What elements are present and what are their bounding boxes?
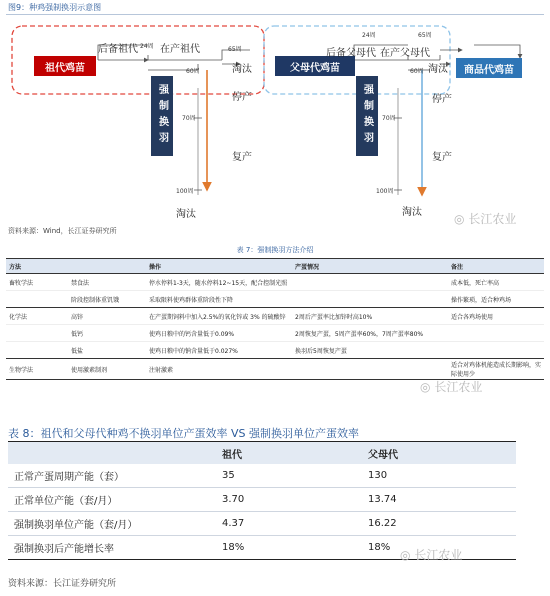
table8-header: 祖代 — [216, 442, 362, 465]
table-cell: 在产蛋期饲料中加入2.5%的氧化锌或 3% 的硫酸锌 — [146, 308, 292, 325]
table7-header: 产蛋情况 — [292, 259, 448, 274]
week-label-70-gp: 70周 — [182, 115, 196, 122]
table-cell: 注射激素 — [146, 359, 292, 380]
resume-label-1: 复产 — [232, 152, 252, 163]
table-cell: 换羽后5周恢复产蛋 — [292, 342, 448, 359]
table-cell — [6, 325, 68, 342]
table7-header — [68, 259, 146, 274]
week-label-100-gp: 100周 — [176, 188, 194, 195]
table8 — [8, 441, 516, 560]
laying-stop-label-2: 停产 — [432, 94, 452, 105]
week-label-70-pp: 70周 — [382, 115, 396, 122]
table8-header — [8, 442, 216, 465]
table-cell: 18% — [362, 536, 516, 560]
table-cell: 适合对鸡体机能造成长期影响，实际使用少 — [448, 359, 544, 380]
table7-header: 操作 — [146, 259, 292, 274]
culling-label-1: 淘汰 — [232, 64, 252, 75]
table-row — [6, 274, 544, 291]
week-label-24-pp: 24周 — [362, 32, 376, 39]
table7-header-row — [6, 259, 544, 274]
resume-label-2: 复产 — [432, 152, 452, 163]
parent-chick-box: 父母代鸡苗 — [275, 56, 355, 76]
table-row — [6, 359, 544, 380]
table-cell: 高锌 — [68, 308, 146, 325]
table8-title: 表 8：祖代和父母代种鸡不换羽单位产蛋效率 VS 强制换羽单位产蛋效率 — [8, 427, 359, 440]
table-row — [8, 464, 516, 488]
wechat-icon: ◎ — [420, 380, 431, 394]
table-cell: 使用激素制剂 — [68, 359, 146, 380]
table-cell: 生物学法 — [6, 359, 68, 380]
week-label-100-pp: 100周 — [376, 188, 394, 195]
culling-label-2: 淘汰 — [428, 64, 448, 75]
table-cell — [448, 342, 544, 359]
table-cell: 35 — [216, 464, 362, 488]
watermark-1: ◎ 长江农业 — [454, 212, 517, 226]
table-cell: 正常单位产能（套/月） — [8, 488, 216, 512]
laying-pp-label: 在产父母代 — [380, 48, 430, 59]
table-cell: 采取限料使鸡群体重阶段性下降 — [146, 291, 292, 308]
commercial-chick-box: 商品代鸡苗 — [456, 58, 522, 78]
table-cell: 16.22 — [362, 512, 516, 536]
table7 — [6, 258, 544, 380]
week-label-65-gp: 65周 — [228, 46, 242, 53]
table-row — [6, 325, 544, 342]
wechat-icon: ◎ — [400, 548, 411, 562]
week-label-60-pp: 60周 — [410, 68, 424, 75]
table-cell: 畜牧学法 — [6, 274, 68, 291]
culling-label-3: 淘汰 — [176, 209, 196, 220]
table-cell — [292, 291, 448, 308]
figure-source: 资料来源：Wind，长江证券研究所 — [8, 227, 117, 235]
table-cell: 18% — [216, 536, 362, 560]
table-cell: 使鸡日粮中的钙含量低于0.09% — [146, 325, 292, 342]
table-cell — [6, 291, 68, 308]
table-cell — [292, 359, 448, 380]
week-label-24-gp: 24周 — [140, 43, 154, 50]
table-cell: 使鸡日粮中的钠含量低于0.027% — [146, 342, 292, 359]
week-label-60-gp: 60周 — [186, 68, 200, 75]
laying-gp-label: 在产祖代 — [160, 44, 200, 55]
gp-timeline — [98, 55, 222, 60]
table-cell: 操作繁琐，适合种鸡场 — [448, 291, 544, 308]
table8-header: 父母代 — [362, 442, 516, 465]
forced-molting-bar-pp: 强制换羽 — [356, 76, 378, 156]
table-cell: 适合各鸡场使用 — [448, 308, 544, 325]
table-cell: 2周恢复产蛋，5周产蛋率60%，7周产蛋率80% — [292, 325, 448, 342]
table-cell: 130 — [362, 464, 516, 488]
table7-title: 表 7：强制换羽方法介绍 — [236, 246, 314, 254]
wechat-icon: ◎ — [454, 212, 465, 226]
table-cell: 停水停料1-3天，随水停料12~15天，配合控制光照 — [146, 274, 292, 291]
table-cell: 强制换羽后产能增长率 — [8, 536, 216, 560]
watermark-3: ◎ 长江农业 — [400, 548, 463, 562]
table-cell: 禁食法 — [68, 274, 146, 291]
figure-title: 图9：种鸡强制换羽示意图 — [8, 3, 102, 12]
table-cell: 成本低，死亡率高 — [448, 274, 544, 291]
table-row — [6, 308, 544, 325]
culling-label-4: 淘汰 — [402, 207, 422, 218]
table-cell: 4.37 — [216, 512, 362, 536]
grandparent-chick-box: 祖代鸡苗 — [34, 56, 96, 76]
flow-diagram — [0, 0, 550, 240]
table-cell: 正常产蛋周期产能（套） — [8, 464, 216, 488]
table-cell: 2周后产蛋率比加锌时高10% — [292, 308, 448, 325]
forced-molting-bar-gp: 强制换羽 — [151, 76, 173, 156]
reserve-pp-label: 后备父母代 — [326, 48, 376, 59]
table-cell: 强制换羽单位产能（套/月） — [8, 512, 216, 536]
table7-header: 方法 — [6, 259, 68, 274]
table-row — [8, 512, 516, 536]
table-cell: 阶段控制体重饥饿 — [68, 291, 146, 308]
week-label-65-pp: 65周 — [418, 32, 432, 39]
table8-source: 资料来源：长江证券研究所 — [8, 579, 117, 589]
table-cell: 3.70 — [216, 488, 362, 512]
watermark-2: ◎ 长江农业 — [420, 380, 483, 394]
table-cell: 化学法 — [6, 308, 68, 325]
table-row — [8, 488, 516, 512]
table-row — [6, 291, 544, 308]
table-cell — [292, 274, 448, 291]
laying-stop-label-1: 停产 — [232, 92, 252, 103]
table-cell: 低钙 — [68, 325, 146, 342]
table-cell — [6, 342, 68, 359]
table-cell: 13.74 — [362, 488, 516, 512]
table7-header: 备注 — [448, 259, 544, 274]
table8-header-row — [8, 442, 516, 465]
table-row — [6, 342, 544, 359]
table-cell: 低盐 — [68, 342, 146, 359]
reserve-gp-label: 后备祖代 — [98, 44, 138, 55]
table-cell — [448, 325, 544, 342]
